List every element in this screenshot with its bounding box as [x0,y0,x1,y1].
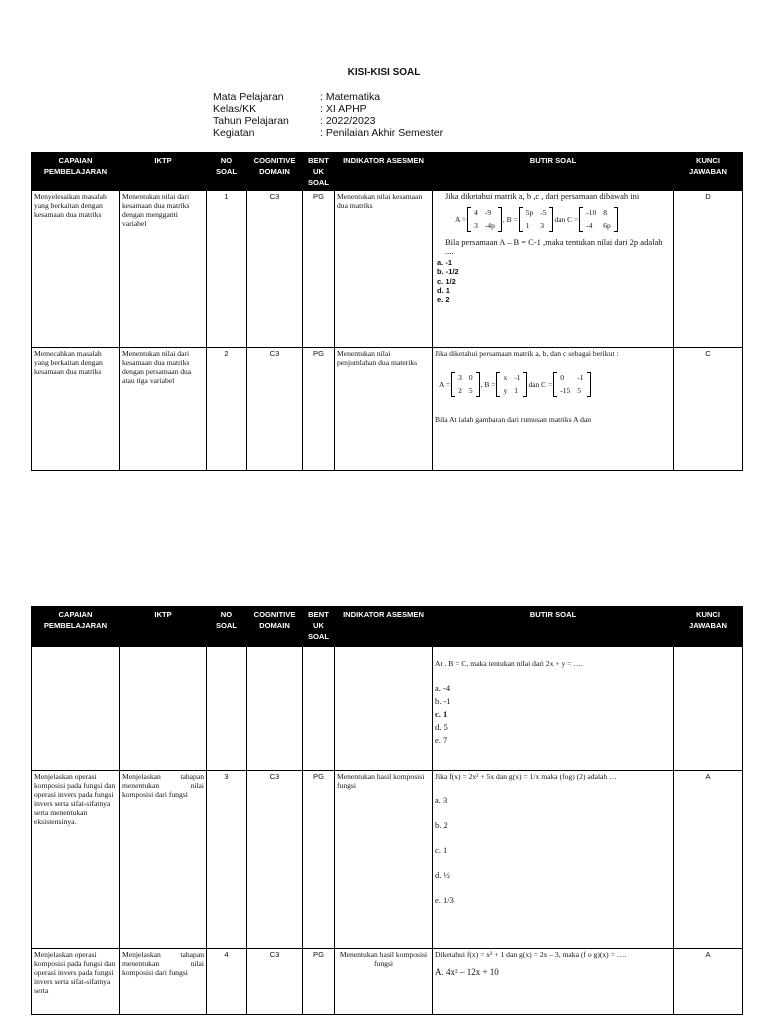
cell-indikator: Menentukan nilai kesamaan dua matriks [335,191,433,348]
cell-iktp: Menentukan nilai dari kesamaan dua matriks dengan mengganti variabel [120,191,207,348]
matrix-label: A = [455,215,467,224]
option-d: d. 1 [437,285,450,295]
matrix-a: 4 -9 3 -4p [467,207,502,232]
cell-kunci: C [674,348,743,471]
header-indikator: INDIKATOR ASESMEN [335,153,433,191]
question-text: Diketahui f(x) = x² + 1 dan g(x) = 2x – 3, maka (f o g)(x) = …. [435,950,627,959]
matrix-equation [455,207,671,232]
cell-capaian: Menjelaskan operasi komposisi pada fungsi dan operasi invers pada fungsi invers serta sifat-sifatnya serta [32,949,120,1015]
cell-no-soal [207,647,247,771]
cell-kunci [674,647,743,771]
cell-butir-soal [433,771,674,949]
kisi-kisi-table-page-2 [31,606,743,1015]
header-no-soal: NO SOAL [207,607,247,647]
cell-capaian: Menjelaskan operasi komposisi pada fungsi dan operasi invers pada fungsi invers serta sifat-sifatnya serta menentukan eksistensinya. [32,771,120,949]
option-b: b. 2 [435,820,448,830]
cell-iktp: Menjelaskan tahapan menentukan nilai komposisi dari fungsi [120,771,207,949]
question-text: Bila persamaan A – B = C-1 ,maka tentukan nilai dari 2p adalah .... [445,237,663,256]
option-e: e. 7 [435,735,448,745]
header-bentuk-soal: BENT UK SOAL [303,607,335,647]
cell-bentuk: PG [303,771,335,949]
cell-butir-soal [433,949,674,1015]
table-row [32,771,743,949]
meta-row-class [213,103,443,115]
option-d: d. ½ [435,870,450,880]
option-b: b. -1 [435,696,451,706]
cell-indikator: Menentukan hasil komposisi fungsi [335,949,433,1015]
table-header-row [32,607,743,647]
matrix-c: 0 -1 -15 5 [553,372,590,397]
matrix-equation [439,372,671,397]
option-b: b. -1/2 [437,267,459,277]
meta-key: Kelas/KK [213,103,257,115]
header-kunci: KUNCI JAWABAN [674,153,743,191]
cell-butir-soal [433,191,674,348]
matrix-b: x -1 y 1 [496,372,527,397]
cell-capaian: Menyelesaikan masalah yang berkaitan dengan kesamaan dua matriks [32,191,120,348]
cell-capaian: Memecahkan masalah yang berkaitan dengan kesamaan dua matriks [32,348,120,471]
cell-no-soal: 3 [207,771,247,949]
cell-kunci: A [674,771,743,949]
option-e: e. 1/3 [435,895,454,905]
question-text: Jika f(x) = 2x² + 5x dan g(x) = 1/x maka (fog) (2) adalah … [435,772,617,781]
meta-value: : Matematika [320,91,381,103]
cell-domain: C3 [247,949,303,1015]
answer-options [437,258,671,304]
meta-key: Tahun Pelajaran [213,115,289,127]
header-no-soal: NO SOAL [207,153,247,191]
cell-no-soal: 2 [207,348,247,471]
cell-no-soal: 4 [207,949,247,1015]
matrix-label: dan C = [554,215,579,224]
header-kunci: KUNCI JAWABAN [674,607,743,647]
option-c: c. 1 [435,709,448,719]
table-header-row [32,153,743,191]
answer-options [435,795,671,906]
meta-row-year [213,115,443,127]
option-a: a. 3 [435,795,448,805]
option-c: c. 1/2 [437,276,456,286]
header-cognitive-domain: COGNITIVE DOMAIN [247,607,303,647]
table-row [32,647,743,771]
cell-iktp: Menentukan nilai dari kesamaan dua matriks dengan persamaan dua atau tiga variabel [120,348,207,471]
cell-butir-soal [433,348,674,471]
header-bentuk-soal: BENT UK SOAL [303,153,335,191]
option-a: a. -1 [437,258,453,267]
cell-bentuk: PG [303,949,335,1015]
matrix-label: A = [439,380,451,389]
question-text: At . B = C, maka tentukan nilai dari 2x + y = …. [435,659,583,668]
header-iktp: IKTP [120,153,207,191]
table-row [32,949,743,1015]
cell-domain: C3 [247,191,303,348]
cell-domain [247,647,303,771]
meta-row-subject [213,91,443,103]
matrix-b: 5p -5 1 3 [519,207,554,232]
meta-value: : Penilaian Akhir Semester [320,127,444,139]
document-meta [213,91,443,139]
table-row [32,191,743,348]
cell-indikator: Menentukan hasil komposisi fungsi [335,771,433,949]
meta-value: : XI APHP [320,103,367,115]
question-intro: Jika diketahui persamaan matrik a, b, dan c sebagai berikut : [435,349,619,358]
cell-indikator [335,647,433,771]
header-indikator: INDIKATOR ASESMEN [335,607,433,647]
cell-domain: C3 [247,771,303,949]
header-capaian: CAPAIAN PEMBELAJARAN [32,607,120,647]
header-capaian: CAPAIAN PEMBELAJARAN [32,153,120,191]
header-butir-soal: BUTIR SOAL [433,153,674,191]
cell-bentuk: PG [303,191,335,348]
cell-kunci: D [674,191,743,348]
meta-key: Kegiatan [213,127,255,139]
meta-row-activity [213,127,443,139]
cell-no-soal: 1 [207,191,247,348]
cell-indikator: Menentukan nilai penjumlahan dua materiks [335,348,433,471]
answer-options [435,682,671,747]
meta-value: : 2022/2023 [320,115,376,127]
option-e: e. 2 [437,295,450,305]
header-cognitive-domain: COGNITIVE DOMAIN [247,153,303,191]
matrix-a: 3 0 2 5 [451,372,480,397]
cell-bentuk: PG [303,348,335,471]
meta-key: Mata Pelajaran [213,91,284,103]
document-title: KISI-KISI SOAL [347,67,421,78]
matrix-label: dan C = [528,380,553,389]
table-row [32,348,743,471]
kisi-kisi-table-page-1 [31,152,743,471]
answer-options [435,967,671,978]
cell-kunci: A [674,949,743,1015]
matrix-label: , B = [502,215,518,224]
cell-capaian [32,647,120,771]
matrix-c: -10 8 -4 6p [579,207,618,232]
question-text: Bila At ialah gambaran dari rumusan matriks A dan [435,415,592,424]
header-butir-soal: BUTIR SOAL [433,607,674,647]
option-a: a. -4 [435,683,451,693]
cell-butir-soal [433,647,674,771]
option-d: d. 5 [435,722,448,732]
header-iktp: IKTP [120,607,207,647]
matrix-label: , B = [480,380,496,389]
option-c: c. 1 [435,845,448,855]
cell-domain: C3 [247,348,303,471]
cell-bentuk [303,647,335,771]
cell-iktp [120,647,207,771]
cell-iktp: Menjelaskan tahapan menentukan nilai komposisi dari fungsi [120,949,207,1015]
option-a: A. 4x² – 12x + 10 [435,967,499,977]
question-intro: Jika diketahui matrik a, b ,c , dari persamaan dibawah ini [445,191,640,201]
